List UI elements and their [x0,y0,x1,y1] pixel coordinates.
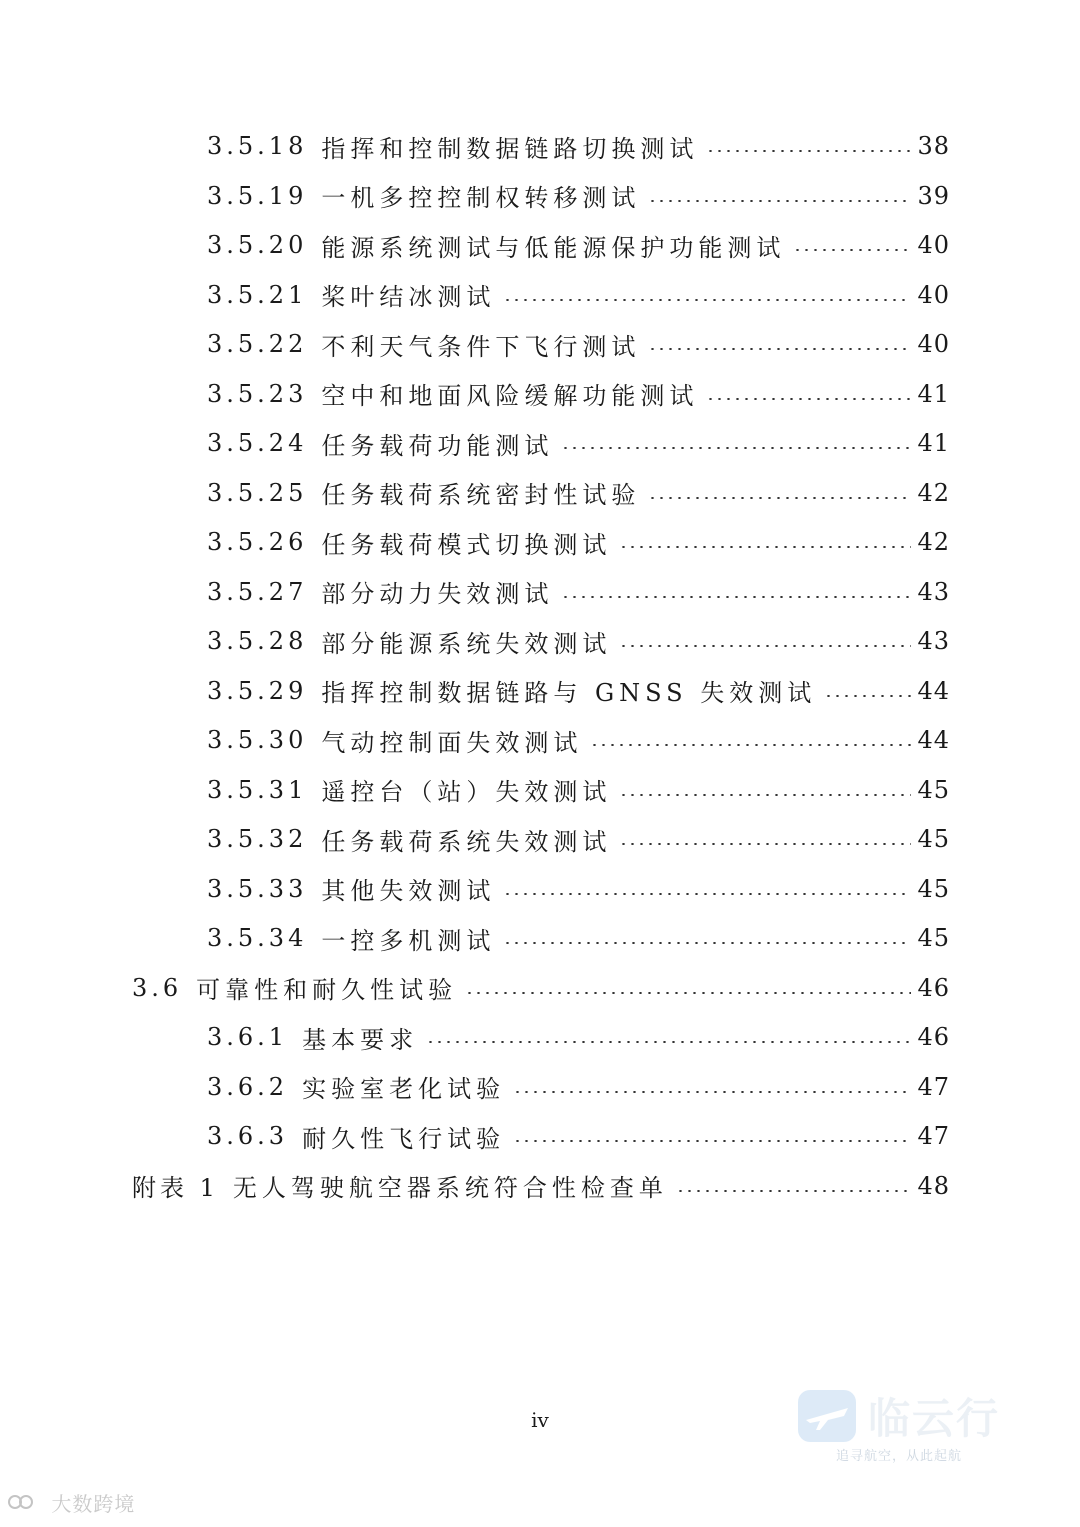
toc-entry-page: 45 [917,825,950,853]
toc-dot-leader [648,497,911,499]
toc-dot-leader [648,200,911,202]
toc-entry-number: 3.5.30 [207,726,308,754]
toc-entry-page: 43 [917,577,950,606]
toc-entry-number: 3.5.19 [207,181,308,210]
toc-dot-leader [648,348,911,350]
toc-dot-leader [465,992,911,994]
toc-entry-page: 45 [917,775,950,804]
link-icon [6,1492,40,1516]
toc-entry-title: 一控多机测试 [321,926,496,955]
toc-entry[interactable] [207,275,950,315]
toc-entry-page: 46 [917,973,950,1002]
toc-entry-title: 耐久性飞行试验 [302,1124,506,1153]
toc-entry-page: 45 [917,924,950,952]
toc-dot-leader [503,942,911,944]
toc-entry[interactable] [207,1116,950,1156]
toc-entry-title: 指挥和控制数据链路切换测试 [321,134,699,163]
toc-dot-leader [513,1140,911,1142]
toc-entry-number: 附表 1 [132,1174,219,1202]
toc-entry[interactable] [207,621,950,661]
toc-entry-number: 3.6 [132,973,183,1002]
toc-entry[interactable] [207,374,950,414]
toc-entry-page: 43 [917,627,950,655]
toc-dot-leader [706,398,911,400]
toc-entry-title: 一机多控控制权转移测试 [321,184,641,212]
corner-watermark-text: 大数跨境 [51,1492,136,1516]
toc-entry[interactable] [207,176,950,216]
watermark-logo [798,1390,1038,1450]
toc-entry-title: 可靠性和耐久性试验 [196,976,458,1004]
toc-entry-page: 40 [917,280,950,309]
toc-entry[interactable] [207,671,950,711]
toc-entry-number: 3.5.24 [207,429,308,457]
toc-entry[interactable] [207,324,950,364]
toc-entry-title: 任务载荷系统失效测试 [321,827,612,856]
toc-dot-leader [590,744,911,746]
toc-entry-page: 39 [917,181,950,210]
toc-entry-page: 45 [917,874,950,903]
toc-entry-page: 40 [917,231,950,259]
toc-entry[interactable] [207,1017,950,1057]
toc-entry-number: 3.5.25 [207,478,308,507]
toc-entry-number: 3.6.1 [207,1023,289,1051]
toc-entry[interactable] [132,968,950,1008]
toc-dot-leader [503,299,911,301]
toc-entry[interactable] [207,522,950,562]
toc-entry-page: 47 [917,1072,950,1101]
toc-dot-leader [676,1190,912,1192]
toc-entry-title: 不利天气条件下飞行测试 [321,332,641,361]
toc-entry-number: 3.5.22 [207,330,308,358]
toc-entry[interactable] [207,918,950,958]
toc-entry-title: 能源系统测试与低能源保护功能测试 [321,233,786,262]
toc-dot-leader [706,150,911,152]
toc-entry-page: 42 [917,528,950,556]
toc-entry-title: 其他失效测试 [321,877,496,905]
toc-dot-leader [513,1091,911,1093]
toc-entry[interactable] [207,1067,950,1107]
toc-dot-leader [561,596,911,598]
toc-entry-number: 3.6.3 [207,1122,289,1150]
toc-entry-title: 桨叶结冰测试 [321,283,496,311]
toc-entry-title: 遥控台（站）失效测试 [321,778,612,806]
toc-dot-leader [426,1041,911,1043]
toc-dot-leader [503,893,911,895]
toc-entry-number: 3.5.34 [207,924,308,952]
toc-entry-number: 3.5.28 [207,627,308,655]
watermark-slogan: 追寻航空，从此起航 [836,1449,963,1464]
toc-entry-title: 任务载荷模式切换测试 [321,530,612,559]
toc-dot-leader [619,843,911,845]
toc-entry[interactable] [207,473,950,513]
toc-entry-title: 气动控制面失效测试 [321,728,583,757]
watermark-logo-text: 临云行 [868,1394,1001,1443]
airplane-icon [798,1390,856,1442]
toc-entry-title: 基本要求 [302,1025,419,1054]
toc-entry-page: 40 [917,330,950,358]
toc-entry-title: 部分能源系统失效测试 [321,629,612,658]
toc-entry-number: 3.5.32 [207,825,308,853]
toc-entry[interactable] [207,423,950,463]
toc-dot-leader [824,695,911,697]
toc-entry-page: 41 [917,379,950,408]
toc-entry[interactable] [207,770,950,810]
toc-entry-number: 3.5.29 [207,676,308,705]
toc-dot-leader [793,249,911,251]
toc-entry[interactable] [132,1166,950,1206]
toc-entry-page: 48 [917,1171,950,1200]
toc-entry-title: 空中和地面风险缓解功能测试 [321,382,699,410]
toc-entry-page: 44 [917,726,950,754]
toc-entry-number: 3.5.20 [207,231,308,259]
page-number: iv [531,1408,549,1432]
toc-entry-title: 实验室老化试验 [302,1075,506,1103]
toc-entry-title: 任务载荷系统密封性试验 [321,481,641,509]
toc-dot-leader [561,447,911,449]
toc-entry-page: 42 [917,478,950,507]
toc-entry-number: 3.5.27 [207,577,308,606]
toc-entry-number: 3.5.23 [207,379,308,408]
toc-entry-number: 3.5.18 [207,132,308,160]
toc-entry-number: 3.6.2 [207,1072,289,1101]
toc-entry[interactable] [207,720,950,760]
corner-watermark [6,1488,135,1517]
toc-entry-page: 41 [917,429,950,457]
toc-dot-leader [619,546,911,548]
toc-dot-leader [619,794,911,796]
toc-entry-number: 3.5.21 [207,280,308,309]
toc-entry-page: 38 [917,132,950,160]
toc-entry-page: 44 [917,676,950,705]
toc-dot-leader [619,645,911,647]
toc-entry[interactable] [207,225,950,265]
toc-entry[interactable] [207,869,950,909]
toc-entry-title: 任务载荷功能测试 [321,431,554,460]
toc-entry[interactable] [207,572,950,612]
toc-entry-title: 指挥控制数据链路与 GNSS 失效测试 [321,679,817,707]
toc-entry-number: 3.5.31 [207,775,308,804]
toc-entry-number: 3.5.33 [207,874,308,903]
toc-entry-title: 无人驾驶航空器系统符合性检查单 [232,1174,668,1202]
toc-entry-page: 46 [917,1023,950,1051]
toc-entry-page: 47 [917,1122,950,1150]
toc-entry-title: 部分动力失效测试 [321,580,554,608]
toc-entry[interactable] [207,819,950,859]
toc-entry[interactable] [207,126,950,166]
toc-entry-number: 3.5.26 [207,528,308,556]
